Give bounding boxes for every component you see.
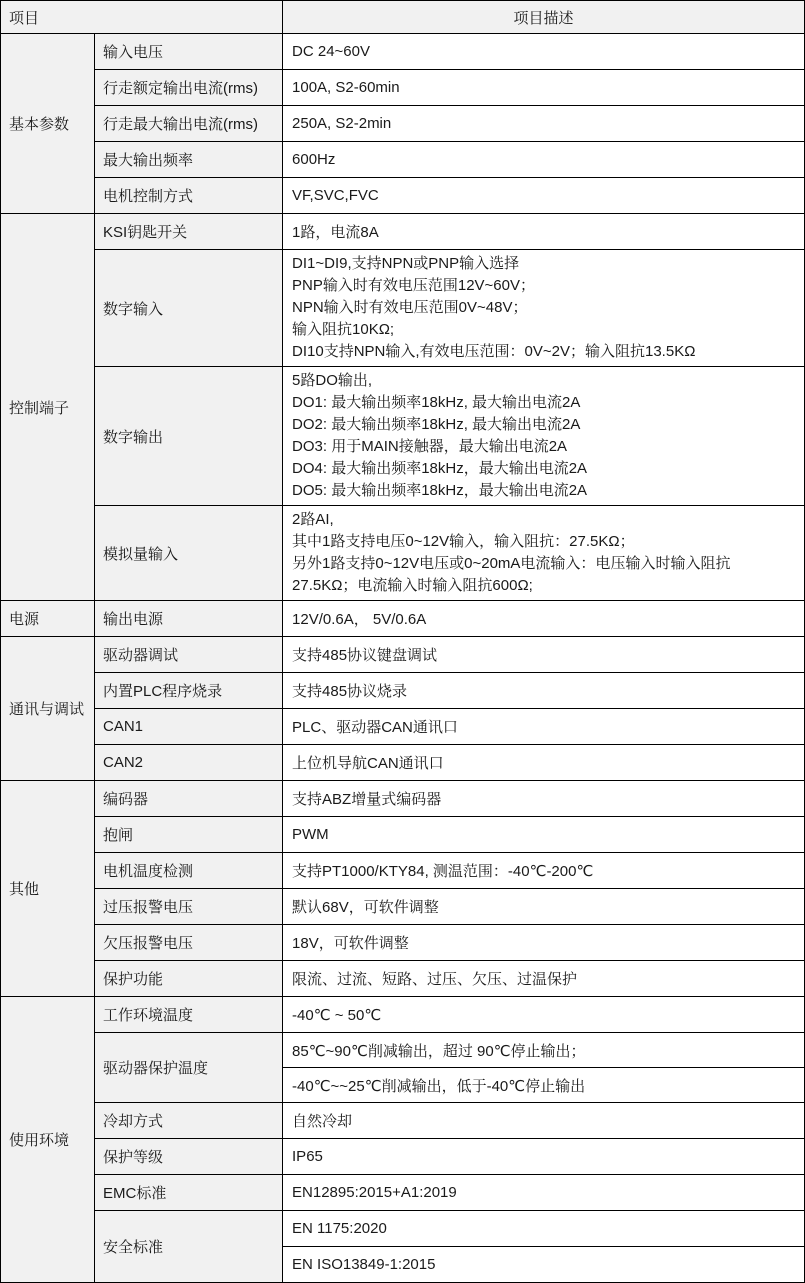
row-desc (283, 367, 805, 506)
row-desc: 100A, S2-60min (283, 70, 805, 106)
row-label: 冷却方式 (95, 1103, 283, 1139)
table-row (1, 817, 805, 853)
row-label: 输出电源 (95, 601, 283, 637)
row-desc: 支持485协议键盘调试 (283, 637, 805, 673)
table-header-row (1, 1, 805, 34)
desc-line: DO4: 最大输出频率18kHz，最大输出电流2A (292, 460, 588, 477)
group-cell-power: 电源 (1, 601, 95, 637)
table-row (1, 781, 805, 817)
row-label: 行走最大输出电流(rms) (95, 106, 283, 142)
row-label: 过压报警电压 (95, 889, 283, 925)
table-row (1, 637, 805, 673)
row-label: 模拟量输入 (95, 506, 283, 601)
table-row (1, 1211, 805, 1247)
desc-line: 2路AI, (292, 511, 334, 528)
row-label: 数字输出 (95, 367, 283, 506)
header-cell-item: 项目 (1, 1, 283, 34)
table-row (1, 601, 805, 637)
row-label: 欠压报警电压 (95, 925, 283, 961)
header-cell-description: 项目描述 (283, 1, 805, 34)
row-desc: EN ISO13849-1:2015 (283, 1247, 805, 1283)
row-label: 最大输出频率 (95, 142, 283, 178)
group-cell-other: 其他 (1, 781, 95, 997)
row-label: 行走额定输出电流(rms) (95, 70, 283, 106)
desc-line: 另外1路支持0~12V电压或0~20mA电流输入：电压输入时输入阻抗 (292, 555, 731, 572)
table-row (1, 214, 805, 250)
row-desc: PWM (283, 817, 805, 853)
row-label: 保护等级 (95, 1139, 283, 1175)
row-desc: 1路，电流8A (283, 214, 805, 250)
row-label: 保护功能 (95, 961, 283, 997)
row-label: 安全标准 (95, 1211, 283, 1283)
row-desc: 自然冷却 (283, 1103, 805, 1139)
row-desc: VF,SVC,FVC (283, 178, 805, 214)
row-desc: PLC、驱动器CAN通讯口 (283, 709, 805, 745)
table-row (1, 1175, 805, 1211)
row-label: 内置PLC程序烧录 (95, 673, 283, 709)
row-desc: EN 1175:2020 (283, 1211, 805, 1247)
table-row (1, 1139, 805, 1175)
row-label: EMC标准 (95, 1175, 283, 1211)
table-row (1, 961, 805, 997)
row-label: 驱动器调试 (95, 637, 283, 673)
row-label: CAN1 (95, 709, 283, 745)
desc-line: NPN输入时有效电压范围0V~48V； (292, 299, 528, 316)
desc-line: 其中1路支持电压0~12V输入，输入阻抗：27.5KΩ； (292, 533, 635, 550)
row-desc: 支持ABZ增量式编码器 (283, 781, 805, 817)
group-cell-basic-params: 基本参数 (1, 34, 95, 214)
table-row (1, 997, 805, 1033)
row-label: CAN2 (95, 745, 283, 781)
row-label: 抱闸 (95, 817, 283, 853)
desc-line: 27.5KΩ；电流输入时输入阻抗600Ω; (292, 577, 533, 594)
table-row (1, 506, 805, 601)
desc-line: 输入阻抗10KΩ; (292, 321, 395, 338)
row-desc: 85℃~90℃削减输出，超过 90℃停止输出； (283, 1033, 805, 1068)
row-label: KSI钥匙开关 (95, 214, 283, 250)
table-row (1, 925, 805, 961)
row-label: 工作环境温度 (95, 997, 283, 1033)
desc-line: DI10支持NPN输入,有效电压范围：0V~2V；输入阻抗13.5KΩ (292, 343, 696, 360)
row-desc: 上位机导航CAN通讯口 (283, 745, 805, 781)
row-desc: 12V/0.6A， 5V/0.6A (283, 601, 805, 637)
row-desc: -40℃~~25℃削减输出，低于-40℃停止输出 (283, 1068, 805, 1103)
table-row (1, 70, 805, 106)
row-label: 驱动器保护温度 (95, 1033, 283, 1103)
row-desc: IP65 (283, 1139, 805, 1175)
row-label: 数字输入 (95, 250, 283, 367)
row-desc: 限流、过流、短路、过压、欠压、过温保护 (283, 961, 805, 997)
row-desc: 18V，可软件调整 (283, 925, 805, 961)
desc-line: DO1: 最大输出频率18kHz, 最大输出电流2A (292, 394, 581, 411)
row-desc: 600Hz (283, 142, 805, 178)
table-row (1, 367, 805, 506)
row-desc: 250A, S2-2min (283, 106, 805, 142)
desc-line: 5路DO输出, (292, 372, 373, 389)
table-row (1, 709, 805, 745)
row-label: 电机控制方式 (95, 178, 283, 214)
table-row (1, 889, 805, 925)
table-row (1, 106, 805, 142)
group-cell-communication: 通讯与调试 (1, 637, 95, 781)
table-row (1, 34, 805, 70)
row-desc (283, 506, 805, 601)
group-cell-control-terminals: 控制端子 (1, 214, 95, 601)
desc-line: DI1~DI9,支持NPN或PNP输入选择 (292, 255, 520, 272)
row-desc: DC 24~60V (283, 34, 805, 70)
row-label: 电机温度检测 (95, 853, 283, 889)
row-desc: -40℃ ~ 50℃ (283, 997, 805, 1033)
desc-line: DO5: 最大输出频率18kHz，最大输出电流2A (292, 482, 588, 499)
table-row (1, 745, 805, 781)
group-cell-environment: 使用环境 (1, 997, 95, 1283)
row-desc (283, 250, 805, 367)
table-row (1, 1103, 805, 1139)
desc-line: DO2: 最大输出频率18kHz, 最大输出电流2A (292, 416, 581, 433)
desc-line: PNP输入时有效电压范围12V~60V； (292, 277, 535, 294)
table-row (1, 853, 805, 889)
row-label: 编码器 (95, 781, 283, 817)
row-desc: 支持485协议烧录 (283, 673, 805, 709)
table-row (1, 250, 805, 367)
row-label: 输入电压 (95, 34, 283, 70)
desc-line: DO3: 用于MAIN接触器，最大输出电流2A (292, 438, 568, 455)
table-row (1, 673, 805, 709)
table-row (1, 1033, 805, 1068)
row-desc: EN12895:2015+A1:2019 (283, 1175, 805, 1211)
row-desc: 支持PT1000/KTY84, 测温范围：-40℃-200℃ (283, 853, 805, 889)
row-desc: 默认68V，可软件调整 (283, 889, 805, 925)
table-row (1, 142, 805, 178)
table-row (1, 178, 805, 214)
